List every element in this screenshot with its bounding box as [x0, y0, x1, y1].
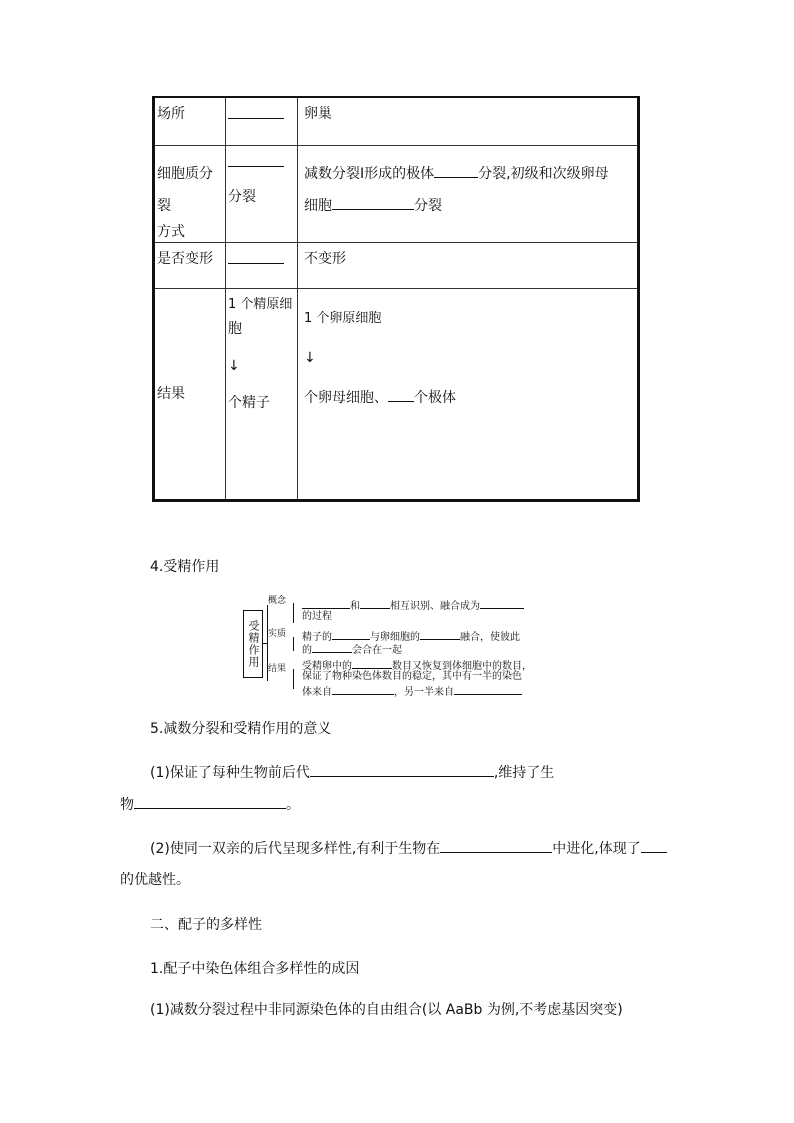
section-two-1-title: 1.配子中染色体组合多样性的成因 [150, 961, 360, 977]
table-row [154, 145, 639, 242]
answer-blank [332, 683, 394, 695]
answer-blank [388, 387, 414, 402]
section-5-title: 5.减数分裂和受精作用的意义 [150, 721, 332, 737]
comparison-table [152, 96, 640, 502]
concept-line-2: 的过程 [302, 611, 332, 622]
result-line-3: 体来自 ，另一半来自 [302, 683, 522, 699]
row-label-result: 结果 [154, 288, 226, 501]
answer-blank [420, 628, 460, 640]
bracket-line [293, 603, 294, 623]
essence-line-1: 精子的 与卵细胞的 融合，使彼此 [302, 628, 520, 644]
bracket-line [293, 669, 294, 689]
concept-label: 概念 [268, 596, 287, 606]
arrow-down-icon: ↓ [228, 357, 240, 374]
answer-blank [228, 104, 284, 119]
answer-blank [228, 152, 284, 167]
sperm-result: 1 个精原细 胞 ↓ 个精子 [226, 288, 298, 501]
answer-blank [228, 249, 284, 264]
arrow-down-icon: ↓ [304, 349, 316, 366]
essence-line-2: 的 会合在一起 [302, 641, 402, 657]
section-4-title: 4.受精作用 [150, 559, 220, 575]
concept-line-1: 和 相互识别、融合成为 [302, 597, 524, 613]
section-5-para-1-line-1: (1)保证了每种生物前后代 ,维持了生 [150, 762, 554, 783]
row-label-cytokinesis: 细胞质分裂 方式 [154, 145, 226, 242]
result-line-1: 受精卵中的 数目又恢复到体细胞中的数目， [302, 657, 532, 673]
answer-blank [480, 597, 524, 609]
blank-cell [226, 242, 298, 288]
result-label: 结果 [268, 664, 287, 674]
blank-cell [226, 97, 298, 145]
row-label-deformation: 是否变形 [154, 242, 226, 288]
essence-label: 实质 [268, 629, 287, 639]
fertilization-box: 受精作用 [243, 610, 263, 678]
section-5-para-2-line-1: (2)使同一双亲的后代呈现多样性,有利于生物在 中进化,体现了 [150, 838, 667, 859]
table-row [154, 288, 639, 501]
answer-blank [332, 195, 414, 210]
egg-cytokinesis: 减数分裂Ⅰ形成的极体 分裂,初级和次级卵母 细胞 分裂 [298, 145, 639, 242]
section-two-1-para-1: (1)减数分裂过程中非同源染色体的自由组合(以 AaBb 为例,不考虑基因突变) [150, 1002, 623, 1018]
answer-blank [312, 641, 352, 653]
answer-blank [360, 597, 390, 609]
answer-blank [434, 163, 478, 178]
oogenesis-location: 卵巢 [298, 97, 639, 145]
bracket-line [293, 637, 294, 651]
answer-blank [454, 683, 522, 695]
egg-result: 1 个卵原细胞 ↓ 个卵母细胞、 个极体 [298, 288, 639, 501]
table-row [154, 97, 639, 145]
row-label-location: 场所 [154, 97, 226, 145]
answer-blank [302, 597, 350, 609]
answer-blank [352, 657, 392, 669]
section-5-para-2-line-2: 的优越性。 [120, 872, 190, 888]
sperm-cytokinesis: 分裂 [226, 145, 298, 242]
section-5-para-1-line-2: 物 。 [120, 794, 300, 815]
result-line-2: 保证了物种染色体数目的稳定，其中有一半的染色 [302, 671, 522, 682]
table-row [154, 242, 639, 288]
fertilization-diagram [243, 595, 563, 698]
answer-blank [134, 794, 286, 809]
answer-blank [641, 838, 667, 853]
section-two-title: 二、配子的多样性 [150, 917, 262, 933]
egg-deformation: 不变形 [298, 242, 639, 288]
answer-blank [332, 628, 370, 640]
answer-blank [440, 838, 552, 853]
answer-blank [310, 762, 494, 777]
